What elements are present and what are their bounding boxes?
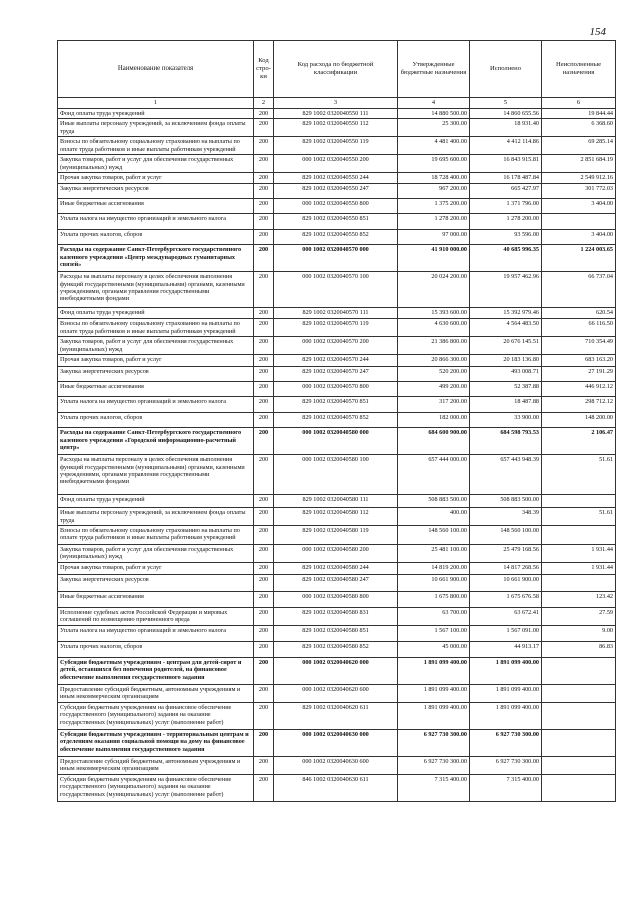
cell-indicator-name: Субсидии бюджетным учреждениям - территориальным центрам и отделениям оказания социальной помощи на дому на финансовое обеспечение выполнения государственного задания xyxy=(58,729,254,756)
cell-line-code: 200 xyxy=(254,756,274,774)
table-row xyxy=(58,526,616,545)
cell-approved: 520 200.00 xyxy=(398,367,470,382)
cell-unexecuted: 1 931.44 xyxy=(542,563,616,575)
page-number: 154 xyxy=(589,26,606,38)
cell-approved: 10 661 900.00 xyxy=(398,575,470,592)
cell-unexecuted xyxy=(542,657,616,684)
cell-approved: 1 675 800.00 xyxy=(398,592,470,608)
cell-indicator-name: Иные бюджетные ассигнования xyxy=(58,382,254,397)
table-row xyxy=(58,337,616,355)
cell-expense-code: 829 1002 0320040570 852 xyxy=(274,413,398,428)
table-row xyxy=(58,563,616,575)
cell-executed: 1 891 099 400.00 xyxy=(470,684,542,702)
cell-line-code: 200 xyxy=(254,109,274,119)
cell-approved: 14 880 500.00 xyxy=(398,109,470,119)
cell-executed: 19 957 462.96 xyxy=(470,272,542,308)
cell-expense-code: 829 1002 0320040580 851 xyxy=(274,625,398,641)
cell-line-code: 200 xyxy=(254,592,274,608)
cell-approved: 63 700.00 xyxy=(398,608,470,626)
cell-expense-code: 000 1002 0320040570 200 xyxy=(274,337,398,355)
table-row xyxy=(58,272,616,308)
cell-approved: 25 300.00 xyxy=(398,119,470,137)
table-row xyxy=(58,155,616,173)
cell-executed: 508 883 500.00 xyxy=(470,495,542,508)
header-approved: Утвержденные бюджетные назначения xyxy=(398,41,470,98)
cell-line-code: 200 xyxy=(254,119,274,137)
cell-approved: 20 866 300.00 xyxy=(398,355,470,367)
cell-approved: 97 000.00 xyxy=(398,230,470,245)
cell-expense-code: 000 1002 0320040630 600 xyxy=(274,756,398,774)
cell-line-code: 200 xyxy=(254,319,274,337)
table-row xyxy=(58,608,616,626)
cell-executed: 15 392 979.46 xyxy=(470,308,542,319)
cell-unexecuted: 683 163.20 xyxy=(542,355,616,367)
cell-indicator-name: Иные бюджетные ассигнования xyxy=(58,199,254,214)
cell-approved: 400.00 xyxy=(398,508,470,526)
table-row xyxy=(58,684,616,702)
cell-approved: 684 600 900.00 xyxy=(398,428,470,455)
cell-indicator-name: Иные выплаты персоналу учреждений, за исключением фонда оплаты труда xyxy=(58,119,254,137)
cell-indicator-name: Предоставление субсидий бюджетным, автономным учреждениям и иным некоммерческим организациям xyxy=(58,756,254,774)
column-number: 2 xyxy=(254,98,274,109)
cell-expense-code: 829 1002 0320040550 851 xyxy=(274,214,398,230)
cell-approved: 4 630 600.00 xyxy=(398,319,470,337)
cell-expense-code: 829 1002 0320040580 244 xyxy=(274,563,398,575)
cell-approved: 317 200.00 xyxy=(398,397,470,413)
table-row xyxy=(58,729,616,756)
cell-line-code: 200 xyxy=(254,729,274,756)
cell-line-code: 200 xyxy=(254,495,274,508)
cell-executed: 1 891 099 400.00 xyxy=(470,657,542,684)
column-number: 1 xyxy=(58,98,254,109)
cell-indicator-name: Субсидии бюджетным учреждениям на финансовое обеспечение государственного (муниципального) задания на оказание государственных (муниципальных) услуг (выполнение работ) xyxy=(58,702,254,729)
cell-executed: 1 278 200.00 xyxy=(470,214,542,230)
table-row xyxy=(58,592,616,608)
table-row xyxy=(58,214,616,230)
cell-indicator-name: Расходы на содержание Санкт-Петербургского государственного казенного учреждения «Центр международных гуманитарных связей» xyxy=(58,245,254,272)
cell-expense-code: 829 1002 0320040550 111 xyxy=(274,109,398,119)
cell-approved: 7 315 400.00 xyxy=(398,774,470,801)
table-body xyxy=(58,109,616,802)
cell-indicator-name: Закупка товаров, работ и услуг для обеспечения государственных (муниципальных) нужд xyxy=(58,545,254,563)
cell-indicator-name: Иные бюджетные ассигнования xyxy=(58,592,254,608)
cell-expense-code: 829 1002 0320040570 111 xyxy=(274,308,398,319)
cell-executed: 18 931.40 xyxy=(470,119,542,137)
cell-executed: 40 685 996.35 xyxy=(470,245,542,272)
table-row xyxy=(58,119,616,137)
cell-expense-code: 000 1002 0320040570 800 xyxy=(274,382,398,397)
cell-expense-code: 000 1002 0320040570 000 xyxy=(274,245,398,272)
cell-expense-code: 000 1002 0320040580 100 xyxy=(274,455,398,495)
cell-executed: 33 900.00 xyxy=(470,413,542,428)
cell-expense-code: 829 1002 0320040580 247 xyxy=(274,575,398,592)
cell-line-code: 200 xyxy=(254,684,274,702)
cell-unexecuted: 51.61 xyxy=(542,455,616,495)
cell-indicator-name: Закупка товаров, работ и услуг для обеспечения государственных (муниципальных) нужд xyxy=(58,337,254,355)
cell-line-code: 200 xyxy=(254,173,274,184)
cell-unexecuted: 2 549 912.16 xyxy=(542,173,616,184)
cell-approved: 508 883 500.00 xyxy=(398,495,470,508)
cell-approved: 1 278 200.00 xyxy=(398,214,470,230)
cell-executed: 10 661 900.00 xyxy=(470,575,542,592)
cell-unexecuted xyxy=(542,756,616,774)
table-row xyxy=(58,545,616,563)
table-row xyxy=(58,455,616,495)
cell-indicator-name: Фонд оплаты труда учреждений xyxy=(58,308,254,319)
cell-indicator-name: Фонд оплаты труда учреждений xyxy=(58,495,254,508)
table-row xyxy=(58,657,616,684)
cell-indicator-name: Закупка энергетических ресурсов xyxy=(58,575,254,592)
cell-indicator-name: Уплата налога на имущество организаций и земельного налога xyxy=(58,397,254,413)
cell-approved: 1 891 099 400.00 xyxy=(398,684,470,702)
cell-indicator-name: Взносы по обязательному социальному страхованию на выплаты по оплате труда работников и иные выплаты работникам учреждений xyxy=(58,319,254,337)
cell-line-code: 200 xyxy=(254,702,274,729)
cell-unexecuted: 66 737.04 xyxy=(542,272,616,308)
cell-executed: 6 927 730 300.00 xyxy=(470,729,542,756)
cell-unexecuted: 2 851 684.19 xyxy=(542,155,616,173)
cell-approved: 1 567 100.00 xyxy=(398,625,470,641)
cell-line-code: 200 xyxy=(254,272,274,308)
cell-indicator-name: Расходы на выплаты персоналу в целях обеспечения выполнения функций государственными (муниципальными) органами, казенными учреждениями, органами управления государственными внебюджетными фондами xyxy=(58,455,254,495)
cell-expense-code: 000 1002 0320040580 200 xyxy=(274,545,398,563)
table-row xyxy=(58,137,616,155)
table-row xyxy=(58,184,616,199)
cell-approved: 1 891 099 400.00 xyxy=(398,702,470,729)
cell-unexecuted: 298 712.12 xyxy=(542,397,616,413)
cell-expense-code: 829 1002 0320040580 831 xyxy=(274,608,398,626)
cell-indicator-name: Прочая закупка товаров, работ и услуг xyxy=(58,563,254,575)
cell-line-code: 200 xyxy=(254,214,274,230)
cell-executed: 4 412 114.86 xyxy=(470,137,542,155)
cell-unexecuted: 3 404.00 xyxy=(542,230,616,245)
table-row xyxy=(58,428,616,455)
cell-unexecuted: 620.54 xyxy=(542,308,616,319)
cell-unexecuted xyxy=(542,495,616,508)
cell-approved: 148 560 100.00 xyxy=(398,526,470,545)
cell-expense-code: 846 1002 0320040630 611 xyxy=(274,774,398,801)
cell-indicator-name: Исполнение судебных актов Российской Федерации и мировых соглашений по возмещению причиненного вреда xyxy=(58,608,254,626)
cell-executed: 1 891 099 400.00 xyxy=(470,702,542,729)
cell-line-code: 200 xyxy=(254,526,274,545)
cell-approved: 14 819 200.00 xyxy=(398,563,470,575)
column-number: 3 xyxy=(274,98,398,109)
cell-line-code: 200 xyxy=(254,657,274,684)
cell-expense-code: 000 1002 0320040550 200 xyxy=(274,155,398,173)
cell-unexecuted xyxy=(542,214,616,230)
cell-indicator-name: Уплата налога на имущество организаций и земельного налога xyxy=(58,214,254,230)
table-row xyxy=(58,508,616,526)
cell-approved: 45 000.00 xyxy=(398,641,470,657)
table-row xyxy=(58,641,616,657)
cell-indicator-name: Взносы по обязательному социальному страхованию на выплаты по оплате труда работников и иные выплаты работникам учреждений xyxy=(58,137,254,155)
column-number: 4 xyxy=(398,98,470,109)
table-row xyxy=(58,355,616,367)
cell-line-code: 200 xyxy=(254,308,274,319)
table-row xyxy=(58,397,616,413)
cell-expense-code: 000 1002 0320040630 000 xyxy=(274,729,398,756)
cell-expense-code: 000 1002 0320040620 600 xyxy=(274,684,398,702)
table-row xyxy=(58,245,616,272)
cell-approved: 182 000.00 xyxy=(398,413,470,428)
cell-executed: 684 598 793.53 xyxy=(470,428,542,455)
cell-unexecuted: 27 191.29 xyxy=(542,367,616,382)
cell-indicator-name: Уплата прочих налогов, сборов xyxy=(58,641,254,657)
table-row xyxy=(58,308,616,319)
cell-executed: 148 560 100.00 xyxy=(470,526,542,545)
cell-line-code: 200 xyxy=(254,625,274,641)
cell-indicator-name: Субсидии бюджетным учреждениям - центрам для детей-сирот и детей, оставшихся без попечения родителей, на финансовое обеспечение выполнения государственного задания xyxy=(58,657,254,684)
cell-unexecuted: 69 285.14 xyxy=(542,137,616,155)
cell-unexecuted: 123.42 xyxy=(542,592,616,608)
cell-unexecuted: 1 224 003.65 xyxy=(542,245,616,272)
cell-executed: 14 860 655.56 xyxy=(470,109,542,119)
cell-expense-code: 829 1002 0320040550 112 xyxy=(274,119,398,137)
column-number-row xyxy=(58,98,616,109)
cell-line-code: 200 xyxy=(254,367,274,382)
cell-executed: 93 596.00 xyxy=(470,230,542,245)
cell-unexecuted xyxy=(542,575,616,592)
cell-executed: 348.39 xyxy=(470,508,542,526)
column-number: 5 xyxy=(470,98,542,109)
cell-indicator-name: Уплата налога на имущество организаций и земельного налога xyxy=(58,625,254,641)
cell-executed: 657 443 948.39 xyxy=(470,455,542,495)
cell-indicator-name: Уплата прочих налогов, сборов xyxy=(58,230,254,245)
cell-indicator-name: Субсидии бюджетным учреждениям на финансовое обеспечение государственного (муниципального) задания на оказание государственных (муниципальных) услуг (выполнение работ) xyxy=(58,774,254,801)
cell-line-code: 200 xyxy=(254,397,274,413)
cell-unexecuted: 1 931.44 xyxy=(542,545,616,563)
cell-line-code: 200 xyxy=(254,337,274,355)
table-header-row xyxy=(58,41,616,98)
table-row xyxy=(58,495,616,508)
cell-executed: 52 387.88 xyxy=(470,382,542,397)
table-row xyxy=(58,756,616,774)
cell-executed: 4 564 483.50 xyxy=(470,319,542,337)
cell-line-code: 200 xyxy=(254,155,274,173)
cell-expense-code: 000 1002 0320040550 800 xyxy=(274,199,398,214)
cell-indicator-name: Прочая закупка товаров, работ и услуг xyxy=(58,173,254,184)
cell-approved: 20 024 200.00 xyxy=(398,272,470,308)
cell-line-code: 200 xyxy=(254,245,274,272)
cell-approved: 1 891 099 400.00 xyxy=(398,657,470,684)
cell-unexecuted: 2 106.47 xyxy=(542,428,616,455)
cell-indicator-name: Закупка товаров, работ и услуг для обеспечения государственных (муниципальных) нужд xyxy=(58,155,254,173)
cell-approved: 6 927 730 300.00 xyxy=(398,756,470,774)
cell-line-code: 200 xyxy=(254,137,274,155)
header-indicator-name: Наименование показателя xyxy=(58,41,254,98)
cell-executed: 493 008.71 xyxy=(470,367,542,382)
cell-approved: 25 481 100.00 xyxy=(398,545,470,563)
cell-executed: 63 672.41 xyxy=(470,608,542,626)
header-line-code: Код стро-ки xyxy=(254,41,274,98)
cell-expense-code: 000 1002 0320040620 000 xyxy=(274,657,398,684)
cell-indicator-name: Закупка энергетических ресурсов xyxy=(58,367,254,382)
table-row xyxy=(58,575,616,592)
cell-expense-code: 829 1002 0320040570 244 xyxy=(274,355,398,367)
cell-unexecuted: 9.00 xyxy=(542,625,616,641)
cell-approved: 4 481 400.00 xyxy=(398,137,470,155)
cell-expense-code: 000 1002 0320040580 000 xyxy=(274,428,398,455)
cell-executed: 18 487.88 xyxy=(470,397,542,413)
cell-indicator-name: Предоставление субсидий бюджетным, автономным учреждениям и иным некоммерческим организациям xyxy=(58,684,254,702)
cell-unexecuted: 710 354.49 xyxy=(542,337,616,355)
cell-unexecuted: 51.61 xyxy=(542,508,616,526)
cell-executed: 14 817 268.56 xyxy=(470,563,542,575)
cell-line-code: 200 xyxy=(254,355,274,367)
cell-approved: 19 695 600.00 xyxy=(398,155,470,173)
header-unexecuted: Неисполненные назначения xyxy=(542,41,616,98)
cell-executed: 1 675 676.58 xyxy=(470,592,542,608)
cell-expense-code: 000 1002 0320040570 100 xyxy=(274,272,398,308)
cell-indicator-name: Расходы на содержание Санкт-Петербургского государственного казенного учреждения «Городской информационно-расчетный центр» xyxy=(58,428,254,455)
cell-expense-code: 829 1002 0320040550 247 xyxy=(274,184,398,199)
cell-executed: 1 567 091.00 xyxy=(470,625,542,641)
table-row xyxy=(58,367,616,382)
header-expense-code: Код расхода по бюджетной классификации xyxy=(274,41,398,98)
cell-line-code: 200 xyxy=(254,428,274,455)
cell-expense-code: 829 1002 0320040580 111 xyxy=(274,495,398,508)
cell-approved: 18 728 400.00 xyxy=(398,173,470,184)
cell-expense-code: 829 1002 0320040550 244 xyxy=(274,173,398,184)
cell-executed: 20 676 145.51 xyxy=(470,337,542,355)
cell-unexecuted: 27.59 xyxy=(542,608,616,626)
cell-indicator-name: Иные выплаты персоналу учреждений, за исключением фонда оплаты труда xyxy=(58,508,254,526)
cell-executed: 16 178 487.84 xyxy=(470,173,542,184)
cell-indicator-name: Закупка энергетических ресурсов xyxy=(58,184,254,199)
table-row xyxy=(58,199,616,214)
cell-unexecuted xyxy=(542,729,616,756)
cell-approved: 41 910 000.00 xyxy=(398,245,470,272)
cell-line-code: 200 xyxy=(254,184,274,199)
cell-expense-code: 829 1002 0320040550 852 xyxy=(274,230,398,245)
table-row xyxy=(58,319,616,337)
table-row xyxy=(58,173,616,184)
cell-unexecuted xyxy=(542,526,616,545)
cell-unexecuted: 66 116.50 xyxy=(542,319,616,337)
table-row xyxy=(58,702,616,729)
table-row xyxy=(58,413,616,428)
cell-indicator-name: Уплата прочих налогов, сборов xyxy=(58,413,254,428)
table-row xyxy=(58,109,616,119)
cell-approved: 657 444 000.00 xyxy=(398,455,470,495)
cell-line-code: 200 xyxy=(254,413,274,428)
cell-executed: 20 183 136.80 xyxy=(470,355,542,367)
cell-line-code: 200 xyxy=(254,545,274,563)
cell-indicator-name: Фонд оплаты труда учреждений xyxy=(58,109,254,119)
cell-unexecuted xyxy=(542,684,616,702)
cell-expense-code: 829 1002 0320040620 611 xyxy=(274,702,398,729)
cell-executed: 665 427.97 xyxy=(470,184,542,199)
cell-approved: 15 393 600.00 xyxy=(398,308,470,319)
cell-executed: 7 315 400.00 xyxy=(470,774,542,801)
cell-approved: 1 375 200.00 xyxy=(398,199,470,214)
cell-line-code: 200 xyxy=(254,563,274,575)
cell-line-code: 200 xyxy=(254,575,274,592)
column-number: 6 xyxy=(542,98,616,109)
cell-unexecuted: 6 368.60 xyxy=(542,119,616,137)
cell-approved: 6 927 730 300.00 xyxy=(398,729,470,756)
cell-expense-code: 829 1002 0320040550 119 xyxy=(274,137,398,155)
cell-executed: 44 913.17 xyxy=(470,641,542,657)
cell-indicator-name: Взносы по обязательному социальному страхованию на выплаты по оплате труда работников и иные выплаты работникам учреждений xyxy=(58,526,254,545)
cell-unexecuted: 301 772.03 xyxy=(542,184,616,199)
cell-expense-code: 829 1002 0320040580 852 xyxy=(274,641,398,657)
cell-unexecuted: 86.83 xyxy=(542,641,616,657)
cell-expense-code: 829 1002 0320040570 119 xyxy=(274,319,398,337)
cell-line-code: 200 xyxy=(254,230,274,245)
cell-unexecuted: 19 844.44 xyxy=(542,109,616,119)
cell-unexecuted: 3 404.00 xyxy=(542,199,616,214)
table-row xyxy=(58,774,616,801)
budget-execution-table xyxy=(57,40,616,802)
cell-expense-code: 000 1002 0320040580 800 xyxy=(274,592,398,608)
cell-executed: 16 843 915.81 xyxy=(470,155,542,173)
cell-unexecuted: 446 912.12 xyxy=(542,382,616,397)
header-executed: Исполнено xyxy=(470,41,542,98)
cell-executed: 25 479 168.56 xyxy=(470,545,542,563)
cell-approved: 499 200.00 xyxy=(398,382,470,397)
cell-indicator-name: Расходы на выплаты персоналу в целях обеспечения выполнения функций государственными (муниципальными) органами, казенными учреждениями, органами управления государственными внебюджетными фондами xyxy=(58,272,254,308)
cell-line-code: 200 xyxy=(254,508,274,526)
cell-line-code: 200 xyxy=(254,608,274,626)
table-row xyxy=(58,382,616,397)
cell-expense-code: 829 1002 0320040580 119 xyxy=(274,526,398,545)
cell-unexecuted xyxy=(542,702,616,729)
cell-line-code: 200 xyxy=(254,641,274,657)
cell-indicator-name: Прочая закупка товаров, работ и услуг xyxy=(58,355,254,367)
cell-line-code: 200 xyxy=(254,382,274,397)
table-row xyxy=(58,230,616,245)
cell-unexecuted: 148 200.00 xyxy=(542,413,616,428)
cell-line-code: 200 xyxy=(254,455,274,495)
cell-approved: 21 386 800.00 xyxy=(398,337,470,355)
cell-line-code: 200 xyxy=(254,199,274,214)
cell-expense-code: 829 1002 0320040580 112 xyxy=(274,508,398,526)
cell-line-code: 200 xyxy=(254,774,274,801)
cell-expense-code: 829 1002 0320040570 851 xyxy=(274,397,398,413)
table-row xyxy=(58,625,616,641)
cell-executed: 6 927 730 300.00 xyxy=(470,756,542,774)
cell-executed: 1 371 796.00 xyxy=(470,199,542,214)
cell-unexecuted xyxy=(542,774,616,801)
cell-approved: 967 200.00 xyxy=(398,184,470,199)
cell-expense-code: 829 1002 0320040570 247 xyxy=(274,367,398,382)
